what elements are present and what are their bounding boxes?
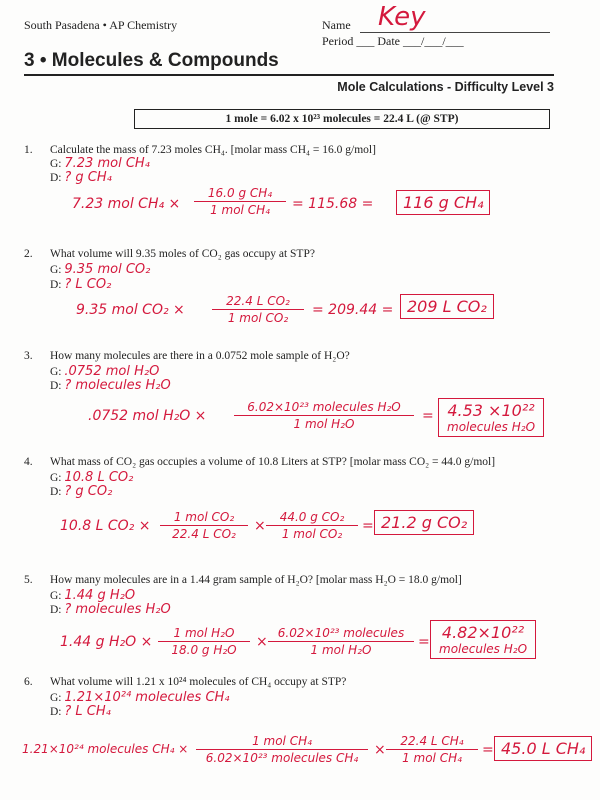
factor-numerator: 1 mol H₂O [173,626,235,640]
problem-1-given [50,156,150,171]
problem-number: 3. [24,350,33,362]
problem-6-result: = [482,742,494,758]
problem-4-answer: 21.2 g CO₂ [374,510,474,535]
problem-2-answer: 209 L CO₂ [400,294,494,319]
problem-3-desired [50,378,171,393]
desired-value: ? g CO₂ [64,484,113,499]
factor-denominator: 22.4 L CO₂ [172,527,236,541]
given-value: 1.21×10²⁴ molecules CH₄ [64,690,230,705]
school-course-label: South Pasadena • AP Chemistry [24,18,178,32]
factor-numerator: 6.02×10²³ molecules H₂O [247,400,401,414]
answer-value: 4.82×10²² [441,623,525,642]
desired-value: ? L CO₂ [64,277,112,292]
problem-5-result: = [418,634,430,650]
factor-numerator: 1 mol CO₂ [173,510,235,524]
problem-4-factor-2 [266,510,358,541]
problem-5-question [24,574,584,586]
given-label: G: [50,692,62,704]
problem-2-given [50,262,150,277]
factor-denominator: 1 mol CO₂ [281,527,343,541]
factor-numerator: 6.02×10²³ molecules [277,626,405,640]
factor-denominator: 1 mol CH₄ [402,751,462,765]
unit-title: 3 • Molecules & Compounds [24,50,279,71]
fraction-bar [266,525,358,526]
problem-5-factor-1 [158,626,250,657]
given-label: G: [50,158,62,170]
fraction-bar [234,415,414,416]
problem-1-answer: 116 g CH₄ [396,190,490,215]
desired-label: D: [50,706,62,718]
problem-5-factor-2 [268,626,414,657]
desired-value: ? L CH₄ [64,704,111,719]
problem-4-factor-1 [160,510,248,541]
given-label: G: [50,366,62,378]
worksheet-title: Mole Calculations - Difficulty Level 3 [337,80,554,94]
problem-1-result: = 115.68 = [292,196,374,212]
problem-3-answer [438,398,544,437]
problem-number: 5. [24,574,33,586]
question-text: What mass of CO₂ gas occupies a volume of 10.8 Liters at STP? [molar mass CO₂ = 44.0 g/mol] [50,456,496,468]
problem-4-desired [50,484,112,499]
fraction-bar [268,641,414,642]
problem-6-start: 1.21×10²⁴ molecules CH₄ × [22,742,189,756]
problem-5-multiply: × [256,634,268,650]
problem-6-answer: 45.0 L CH₄ [494,736,592,761]
desired-label: D: [50,279,62,291]
desired-value: ? molecules H₂O [64,378,171,393]
problem-6-given [50,690,230,705]
problem-4-given [50,470,133,485]
problem-4-result: = [362,518,374,534]
problem-6-question [24,676,584,688]
factor-denominator: 1 mol H₂O [293,417,355,431]
problem-2-question [24,248,584,260]
problem-4-start: 10.8 L CO₂ × [60,518,151,534]
fraction-bar [160,525,248,526]
desired-value: ? molecules H₂O [64,602,171,617]
name-handwritten-value: Key [378,2,426,32]
given-label: G: [50,472,62,484]
desired-label: D: [50,380,62,392]
problem-6-desired [50,704,111,719]
factor-numerator: 1 mol CH₄ [252,734,312,748]
desired-label: D: [50,172,62,184]
question-text: What volume will 1.21 x 10²⁴ molecules of CH₄ occupy at STP? [50,676,347,688]
conversion-box: 1 mole = 6.02 x 10²³ molecules = 22.4 L (@ STP) [134,109,550,129]
given-label: G: [50,590,62,602]
given-value: 10.8 L CO₂ [64,470,134,485]
question-text: How many molecules are in a 1.44 gram sample of H₂O? [molar mass H₂O = 18.0 g/mol] [50,574,462,586]
fraction-bar [386,749,478,750]
given-value: 7.23 mol CH₄ [64,156,150,171]
problem-2-factor-1 [212,294,304,325]
factor-numerator: 44.0 g CO₂ [279,510,345,524]
fraction-bar [158,641,250,642]
desired-label: D: [50,486,62,498]
answer-unit: molecules H₂O [439,642,528,656]
given-value: 9.35 mol CO₂ [64,262,151,277]
problem-number: 6. [24,676,33,688]
problem-1-factor-1 [194,186,286,217]
problem-3-question [24,350,584,362]
factor-denominator: 6.02×10²³ molecules CH₄ [205,751,359,765]
problem-6-factor-1 [196,734,368,765]
problem-5-answer [430,620,536,659]
answer-value: 4.53 ×10²² [447,401,535,420]
factor-denominator: 1 mol CO₂ [227,311,289,325]
problem-4-question [24,456,584,468]
problem-number: 4. [24,456,33,468]
problem-2-desired [50,277,111,292]
problem-2-result: = 209.44 = [312,302,394,318]
period-date-label: Period ___ Date ___/___/___ [322,34,464,48]
problem-5-given [50,588,135,603]
problem-1-start: 7.23 mol CH₄ × [72,196,181,212]
problem-number: 2. [24,248,33,260]
factor-numerator: 22.4 L CO₂ [226,294,290,308]
problem-3-result: = [422,408,434,424]
problem-5-desired [50,602,171,617]
factor-denominator: 18.0 g H₂O [171,643,237,657]
problem-3-given [50,364,159,379]
fraction-bar [196,749,368,750]
given-value: .0752 mol H₂O [64,364,160,379]
given-value: 1.44 g H₂O [64,588,136,603]
desired-value: ? g CH₄ [64,170,112,185]
title-divider [24,74,554,76]
problem-3-start: .0752 mol H₂O × [88,408,207,424]
problem-2-start: 9.35 mol CO₂ × [76,302,185,318]
desired-label: D: [50,604,62,616]
problem-6-factor-2 [386,734,478,765]
factor-numerator: 22.4 L CH₄ [400,734,464,748]
name-label: Name [322,18,351,32]
factor-denominator: 1 mol H₂O [310,643,372,657]
factor-denominator: 1 mol CH₄ [210,203,270,217]
question-text: What volume will 9.35 moles of CO₂ gas occupy at STP? [50,248,315,260]
problem-1-question [24,144,584,156]
answer-unit: molecules H₂O [447,420,536,434]
given-label: G: [50,264,62,276]
problem-4-multiply: × [254,518,266,534]
fraction-bar [194,201,286,202]
question-text: How many molecules are there in a 0.0752 mole sample of H₂O? [50,350,350,362]
fraction-bar [212,309,304,310]
problem-5-start: 1.44 g H₂O × [60,634,153,650]
problem-1-desired [50,170,112,185]
problem-number: 1. [24,144,33,156]
problem-6-multiply: × [374,742,386,758]
question-text: Calculate the mass of 7.23 moles CH₄. [molar mass CH₄ = 16.0 g/mol] [50,144,376,156]
factor-numerator: 16.0 g CH₄ [207,186,273,200]
name-line [360,32,550,33]
problem-3-factor-1 [234,400,414,431]
